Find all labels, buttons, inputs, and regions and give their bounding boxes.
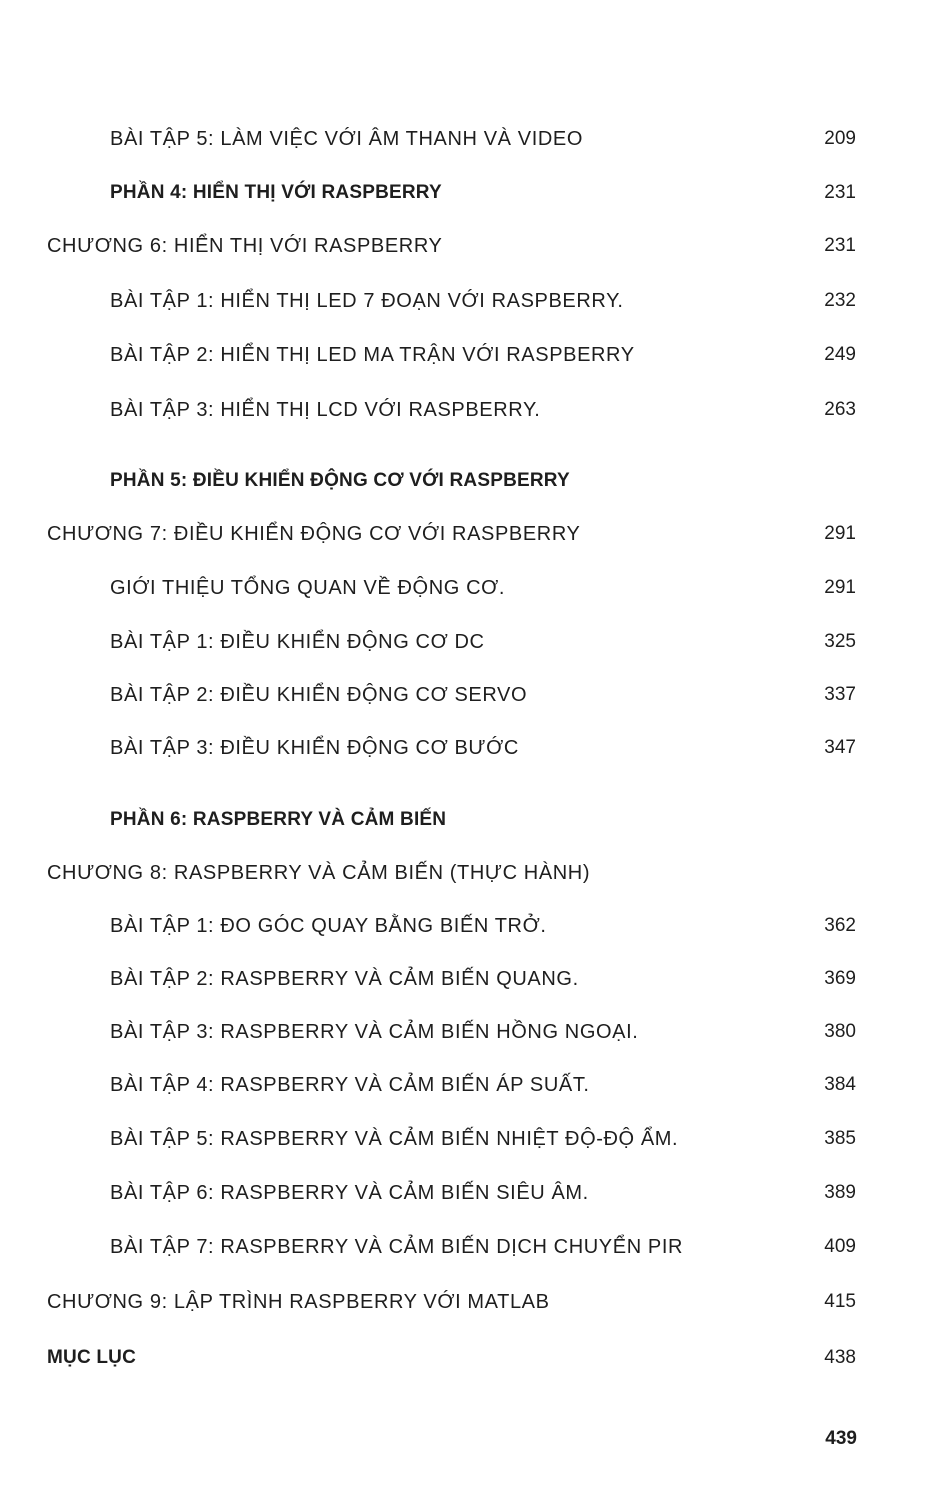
- toc-entry-title: PHẦN 6: RASPBERRY VÀ CẢM BIẾN: [110, 809, 447, 830]
- toc-entry: [0, 1178, 937, 1208]
- toc-entry-title: BÀI TẬP 3: RASPBERRY VÀ CẢM BIẾN HỒNG NGOẠI.: [110, 1021, 639, 1043]
- toc-entry: [0, 733, 937, 763]
- toc-entry-title: GIỚI THIỆU TỔNG QUAN VỀ ĐỘNG CƠ.: [110, 577, 506, 599]
- toc-chapter: [0, 519, 937, 549]
- toc-entry-page: 384: [824, 1074, 856, 1095]
- toc-entry-page: 249: [824, 344, 856, 365]
- toc-entry-title: BÀI TẬP 5: RASPBERRY VÀ CẢM BIẾN NHIỆT ĐỘ-ĐỘ ẨM.: [110, 1128, 679, 1150]
- toc-entry-title: MỤC LỤC: [47, 1347, 136, 1368]
- toc-entry: [0, 340, 937, 370]
- toc-entry-title: BÀI TẬP 3: HIỂN THỊ LCD VỚI RASPBERRY.: [110, 399, 541, 421]
- toc-entry-title: BÀI TẬP 2: RASPBERRY VÀ CẢM BIẾN QUANG.: [110, 968, 579, 990]
- toc-chapter: [0, 1287, 937, 1317]
- toc-entry-page: 380: [824, 1021, 856, 1042]
- toc-entry-page: 325: [824, 631, 856, 652]
- toc-entry: [0, 680, 937, 710]
- toc-entry-page: 291: [824, 523, 856, 544]
- toc-entry-title: BÀI TẬP 1: ĐO GÓC QUAY BẰNG BIẾN TRỞ.: [110, 915, 547, 937]
- toc-entry-page: 385: [824, 1128, 856, 1149]
- toc-entry-page: 438: [824, 1347, 856, 1368]
- toc-entry: [0, 911, 937, 941]
- toc-entry: [0, 964, 937, 994]
- toc-entry-title: BÀI TẬP 1: HIỂN THỊ LED 7 ĐOẠN VỚI RASPBERRY.: [110, 290, 624, 312]
- toc-entry-title: BÀI TẬP 7: RASPBERRY VÀ CẢM BIẾN DỊCH CHUYỂN PIR: [110, 1236, 684, 1258]
- toc-entry: [0, 1232, 937, 1262]
- toc-entry: [0, 1070, 937, 1100]
- toc-entry-page: 263: [824, 399, 856, 420]
- toc-entry-page: 337: [824, 684, 856, 705]
- toc-entry-page: 291: [824, 577, 856, 598]
- toc-entry-title: BÀI TẬP 2: ĐIỀU KHIỂN ĐỘNG CƠ SERVO: [110, 684, 528, 706]
- toc-entry-title: BÀI TẬP 6: RASPBERRY VÀ CẢM BIẾN SIÊU ÂM.: [110, 1182, 589, 1204]
- toc-entry-page: 362: [824, 915, 856, 936]
- toc-entry-page: 369: [824, 968, 856, 989]
- toc-entry: [0, 286, 937, 316]
- toc-entry-page: 409: [824, 1236, 856, 1257]
- toc-entry-page: 347: [824, 737, 856, 758]
- toc-entry-title: CHƯƠNG 9: LẬP TRÌNH RASPBERRY VỚI MATLAB: [47, 1291, 550, 1313]
- toc-entry-title: CHƯƠNG 6: HIỂN THỊ VỚI RASPBERRY: [47, 235, 443, 257]
- toc-chapter: [0, 858, 937, 888]
- toc-entry-title: BÀI TẬP 2: HIỂN THỊ LED MA TRẬN VỚI RASPBERRY: [110, 344, 635, 366]
- toc-entry: [0, 1017, 937, 1047]
- toc-section-heading: [0, 805, 937, 835]
- toc-entry-title: BÀI TẬP 1: ĐIỀU KHIỂN ĐỘNG CƠ DC: [110, 631, 485, 653]
- toc-entry-title: PHẦN 5: ĐIỀU KHIỂN ĐỘNG CƠ VỚI RASPBERRY: [110, 470, 570, 491]
- toc-entry-title: CHƯƠNG 7: ĐIỀU KHIỂN ĐỘNG CƠ VỚI RASPBERRY: [47, 523, 581, 545]
- toc-entry: [0, 627, 937, 657]
- toc-entry: [0, 124, 937, 154]
- toc-entry: [0, 395, 937, 425]
- toc-entry-page: 209: [824, 128, 856, 149]
- page-number: 439: [825, 1428, 857, 1449]
- toc-entry-page: 232: [824, 290, 856, 311]
- toc-entry-title: BÀI TẬP 3: ĐIỀU KHIỂN ĐỘNG CƠ BƯỚC: [110, 737, 519, 759]
- toc-section-heading: [0, 178, 937, 208]
- toc-entry-title: PHẦN 4: HIỂN THỊ VỚI RASPBERRY: [110, 182, 442, 203]
- toc-entry-page: 415: [824, 1291, 856, 1312]
- toc-chapter: [0, 231, 937, 261]
- toc-entry-title: CHƯƠNG 8: RASPBERRY VÀ CẢM BIẾN (THỰC HÀNH): [47, 862, 591, 884]
- toc-entry-page: 231: [824, 235, 856, 256]
- toc-entry: [0, 573, 937, 603]
- toc-section-heading: [0, 466, 937, 496]
- toc-entry-page: 231: [824, 182, 856, 203]
- toc-entry: [0, 1124, 937, 1154]
- toc-entry-page: 389: [824, 1182, 856, 1203]
- toc-entry-title: BÀI TẬP 5: LÀM VIỆC VỚI ÂM THANH VÀ VIDEO: [110, 128, 583, 150]
- toc-entry-title: BÀI TẬP 4: RASPBERRY VÀ CẢM BIẾN ÁP SUẤT.: [110, 1074, 590, 1096]
- toc-chapter: [0, 1343, 937, 1373]
